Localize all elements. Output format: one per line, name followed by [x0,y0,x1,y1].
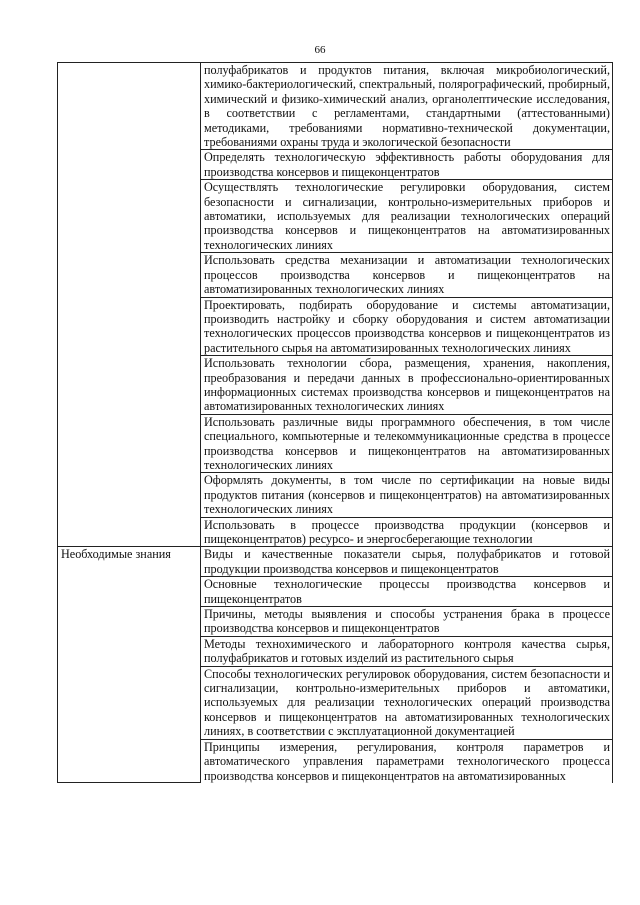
table-cell-text: Виды и качественные показатели сырья, полуфабрикатов и готовой продукции производства консервов и пищеконцентратов [201,547,613,577]
table-cell-text: Определять технологическую эффективность работы оборудования для производства консервов и пищеконцентратов [201,150,613,180]
table-cell-text: Использовать в процессе производства продукции (консервов и пищеконцентратов) ресурсо- и энергосберегающие технологии [201,517,613,547]
table-cell-text: полуфабрикатов и продуктов питания, включая микробиологический, химико-бактериологический, спектральный, полярографический, пробирный, химический и физико-химический анализ, органолептические исследования, в соответствии с регламентами, стандартными (аттестованными) методиками, требованиями нормативно-технической документации, требованиями охраны труда и экологической безопасности [201,63,613,150]
table-cell-text: Использовать различные виды программного обеспечения, в том числе специального, компьютерные и телекоммуникационные средства в процессе производства консервов и пищеконцентратов на автоматизированных технологических линиях [201,414,613,473]
table-row [58,547,613,577]
table-cell-text: Использовать средства механизации и автоматизации технологических процессов производства консервов и пищеконцентратов на автоматизированных технологических линиях [201,253,613,297]
table-cell-text: Способы технологических регулировок оборудования, систем безопасности и сигнализации, контрольно-измерительных приборов и автоматики, используемых для реализации технологических операций производства консервов и пищеконцентратов на автоматизированных технологических линиях, в соответствии с эксплуатационной документацией [201,666,613,739]
table-row [58,63,613,150]
table-cell-text: Использовать технологии сбора, размещения, хранения, накопления, преобразования и передачи данных в профессионально-ориентированных информационных системах производства консервов и пищеконцентратов на автоматизированных технологических линиях [201,356,613,415]
table-cell-text: Оформлять документы, в том числе по сертификации на новые виды продуктов питания (консервов и пищеконцентратов) на автоматизированных технологических линиях [201,473,613,517]
table-cell-text: Осуществлять технологические регулировки оборудования, систем безопасности и сигнализации, контрольно-измерительных приборов и автоматики, используемых для реализации технологических операций производства консервов и пищеконцентратов на автоматизированных технологических линиях [201,180,613,253]
table-cell-text: Причины, методы выявления и способы устранения брака в процессе производства консервов и пищеконцентратов [201,607,613,637]
requirements-table [57,62,613,783]
row-label-required-knowledge: Необходимые знания [58,547,201,783]
table-cell-text: Основные технологические процессы производства консервов и пищеконцентратов [201,577,613,607]
table-cell-text: Методы технохимического и лабораторного контроля качества сырья, полуфабрикатов и готовых изделий из растительного сырья [201,636,613,666]
row-label-skills [58,63,201,547]
table-cell-text: Принципы измерения, регулирования, контроля параметров и автоматического управления параметрами технологического процесса производства консервов и пищеконцентратов на автоматизированных [201,739,613,783]
page-number: 66 [314,44,326,56]
table-cell-text: Проектировать, подбирать оборудование и системы автоматизации, производить настройку и сборку оборудования и систем автоматизации технологических процессов производства консервов и пищеконцентратов из растительного сырья на автоматизированных технологических линиях [201,297,613,356]
